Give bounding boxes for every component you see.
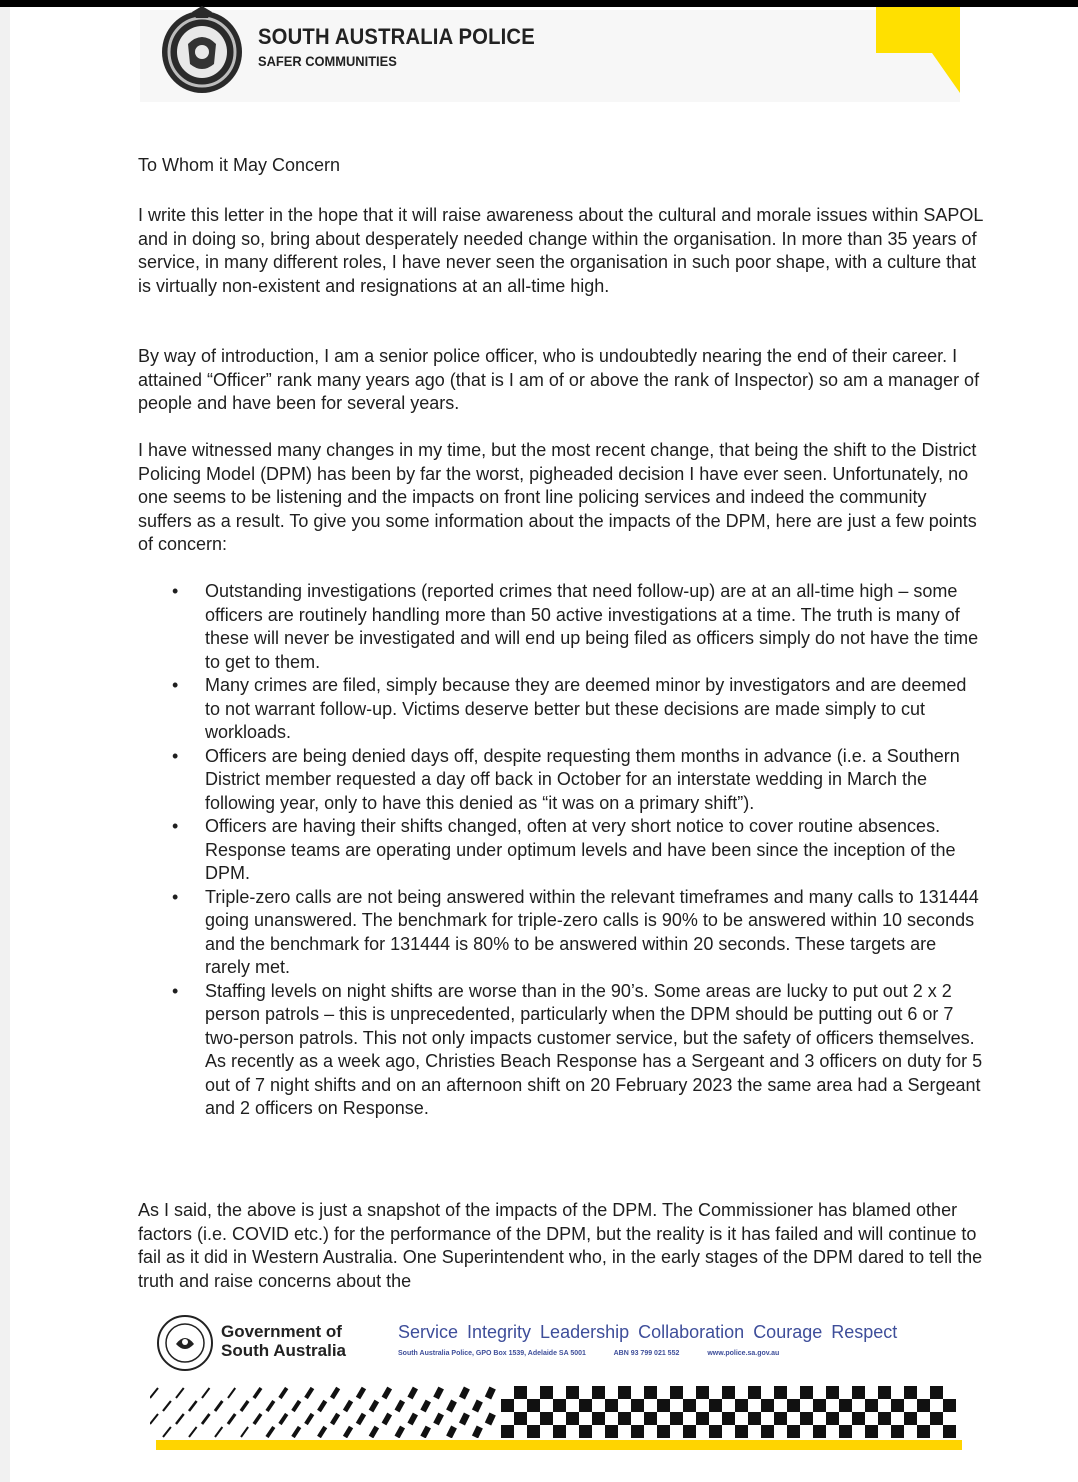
checker-square [501,1425,514,1438]
checker-square [189,1427,197,1437]
checker-square [579,1425,592,1438]
checker-square [878,1412,891,1425]
checker-square [852,1386,865,1399]
checker-square [488,1414,493,1424]
checker-square [371,1427,377,1437]
checker-square [930,1386,943,1399]
yellow-footer-strip [156,1440,962,1450]
checker-square [943,1425,956,1438]
checker-square [332,1414,338,1424]
checker-square [410,1388,415,1398]
checker-square [930,1412,943,1425]
checker-square [891,1425,904,1438]
bullet-glyph: • [172,886,179,907]
postal-address: South Australia Police, GPO Box 1539, Adelaide SA 5001 [398,1350,586,1357]
checker-square [371,1401,377,1411]
checker-square [878,1386,891,1399]
checker-square [774,1386,787,1399]
checker-square [397,1401,403,1411]
list-item-text: Officers are being denied days off, despite requesting them months in advance (i.e. a Southern District member requested a day off back in October for an interstate wedding in March the following year, only to have this denied as “it was on a primary shift”). [205,745,960,813]
checker-square [475,1401,480,1411]
checker-square [618,1412,631,1425]
list-item [138,745,983,816]
checker-square [475,1427,480,1437]
checker-square [527,1399,540,1412]
checker-square [631,1399,644,1412]
checker-square [852,1412,865,1425]
sapol-crest-icon [158,4,246,96]
checker-square [670,1412,683,1425]
list-item [138,886,983,980]
checker-square [943,1399,956,1412]
checker-square [540,1386,553,1399]
checker-square [722,1386,735,1399]
checker-square [748,1386,761,1399]
checker-square [202,1414,209,1424]
checker-square [709,1399,722,1412]
checker-square [176,1388,184,1398]
checker-square [553,1425,566,1438]
paragraph: By way of introduction, I am a senior police officer, who is undoubtedly nearing the end of their career. I attained “Officer” rank many years ago (that is I am of or above the rank of Inspector) so am a manager of people and have been for several years. [138,346,980,413]
checker-square [449,1401,454,1411]
checker-square [696,1412,709,1425]
checkered-band [150,1386,962,1438]
checker-square [865,1425,878,1438]
checker-square [904,1386,917,1399]
checker-square [241,1427,248,1437]
checker-square [306,1414,312,1424]
checker-square [462,1414,467,1424]
list-item [138,674,983,745]
bullet-glyph: • [172,675,179,695]
checker-square [358,1388,364,1398]
checker-square [553,1399,566,1412]
checker-square [150,1388,158,1398]
checker-square [319,1427,325,1437]
concern-list [138,580,983,1121]
letterhead-organisation [258,24,559,69]
checker-square [605,1399,618,1412]
checker-square [410,1414,415,1424]
list-item-text: Many crimes are filed, simply because they are deemed minor by investigators and are deemed to not warrant follow-up. Victims deserve better but these decisions are made simply to cut workloads. [205,675,967,742]
bullet-glyph: • [172,581,179,601]
sa-government-emblem-icon [156,1314,214,1372]
checker-square [826,1386,839,1399]
checker-square [228,1388,235,1398]
checker-square [865,1399,878,1412]
checker-square [423,1401,428,1411]
checker-square [189,1401,197,1411]
checker-square [787,1399,800,1412]
checker-square [657,1399,670,1412]
checker-square [748,1412,761,1425]
checker-square [332,1388,338,1398]
checker-square [839,1399,852,1412]
checker-square [319,1401,325,1411]
checker-square [839,1425,852,1438]
checker-square [592,1412,605,1425]
checker-square [215,1427,222,1437]
checker-square [891,1399,904,1412]
checker-square [670,1386,683,1399]
checker-square [163,1401,171,1411]
checker-square [644,1412,657,1425]
checker-square [566,1412,579,1425]
list-item-text: Triple-zero calls are not being answered within the relevant timeframes and many calls to 131444 going unanswered. The benchmark for triple-zero calls is 90% to be answered within 10 seconds and the benchmark for 131444 is 80% to be answered within 20 seconds. These targets are rarely met. [205,886,979,977]
yellow-corner-flag [876,7,960,93]
checker-square [735,1399,748,1412]
checker-square [657,1425,670,1438]
checker-square [150,1414,158,1424]
checker-square [735,1425,748,1438]
checker-square [774,1412,787,1425]
checker-square [904,1412,917,1425]
checker-square [917,1399,930,1412]
checker-square [241,1401,248,1411]
abn-number: ABN 93 799 021 552 [613,1350,680,1357]
checker-square [462,1388,467,1398]
footer-contact-line [398,1350,805,1357]
checker-square [618,1386,631,1399]
checker-square [267,1427,274,1437]
checker-square [514,1412,527,1425]
checker-square [163,1427,171,1437]
checker-square [631,1425,644,1438]
checker-square [280,1388,287,1398]
checker-square [293,1427,300,1437]
checker-square [254,1388,261,1398]
paragraph: I write this letter in the hope that it will raise awareness about the cultural and morale issues within SAPOL and in doing so, bring about desperately needed change within the organisation. In more than 35 years of service, in many different roles, I have never seen the organisation in such poor shape, with a culture that is virtually non-existent and resignations at an all-time high. [138,205,983,296]
checker-square [202,1388,209,1398]
bullet-glyph: • [172,816,179,836]
checker-square [579,1399,592,1412]
organisation-values: Service Integrity Leadership Collaboration Courage Respect [398,1322,898,1342]
checker-square [787,1425,800,1438]
list-item-text: Outstanding investigations (reported crimes that need follow-up) are at an all-time high – some officers are routinely handling more than 50 active investigations at a time. The truth is many of these will never be investigated and will end up being filed as officers simply do not have the time to get to them. [205,581,979,672]
bullet-glyph: • [172,745,179,766]
checker-square [605,1425,618,1438]
checker-square [527,1425,540,1438]
checker-square [228,1414,235,1424]
checker-square [358,1414,364,1424]
salutation: To Whom it May Concern [138,155,341,175]
bullet-glyph: • [172,980,179,1001]
checker-square [345,1427,351,1437]
checker-square [813,1399,826,1412]
organisation-name: SOUTH AUSTRALIA POLICE [258,24,535,49]
list-item-text: Staffing levels on night shifts are worse than in the 90’s. Some areas are lucky to put out 2 x 2 person patrols – this is unprecedented, particularly when the DPM should be putting out 6 or 7 two-person patrols. This not only impacts customer service, but the safety of officers themselves. As recently as a week ago, Christies Beach Response has a Sergeant and 3 officers on duty for 5 out of 7 night shifts and on an afternoon shift on 20 February 2023 the same area had a Sergeant and 2 officers on Response. [205,980,983,1118]
checker-square [176,1414,184,1424]
checker-square [267,1401,274,1411]
checker-square [826,1412,839,1425]
checker-square [813,1425,826,1438]
checker-square [423,1427,428,1437]
government-wordmark [221,1322,346,1360]
checker-square [514,1386,527,1399]
checker-square [592,1386,605,1399]
checker-square [566,1386,579,1399]
checker-square [345,1401,351,1411]
checker-square [683,1425,696,1438]
closing-paragraph: As I said, the above is just a snapshot of the impacts of the DPM. The Commissioner has blamed other factors (i.e. COVID etc.) for the performance of the DPM, but the reality is it has failed and will continue to fail as it did in Western Australia. One Superintendent who, in the early stages of the DPM dared to tell the truth and raise concerns about the [138,1200,983,1291]
checker-square [449,1427,454,1437]
page-left-edge [0,7,10,1482]
checker-square [683,1399,696,1412]
government-line-2: South Australia [221,1341,346,1360]
checker-square [306,1388,312,1398]
checker-square [488,1388,493,1398]
list-item [138,580,983,674]
checker-square [696,1386,709,1399]
checker-square [384,1388,390,1398]
checker-square [384,1414,390,1424]
checker-square [800,1412,813,1425]
checker-square [436,1414,441,1424]
checker-square [280,1414,287,1424]
checker-square [709,1425,722,1438]
government-line-1: Government of [221,1322,342,1341]
checker-square [761,1399,774,1412]
checker-square [254,1414,261,1424]
organisation-tagline: SAFER COMMUNITIES [258,53,397,69]
list-item [138,815,983,886]
paragraph: I have witnessed many changes in my time, but the most recent change, that being the shift to the District Policing Model (DPM) has been by far the worst, pigheaded decision I have ever seen. Unfortunately, no one seems to be listening and the impacts on front line policing services and indeed the community suffers as a result. To give you some information about the impacts of the DPM, here are just a few points of concern: [138,440,977,554]
checker-square [397,1427,403,1437]
checker-square [215,1401,222,1411]
checker-square [540,1412,553,1425]
list-item [138,980,983,1121]
checker-square [501,1399,514,1412]
checker-square [800,1386,813,1399]
checker-square [293,1401,300,1411]
checker-square [917,1425,930,1438]
checker-square [644,1386,657,1399]
checker-square [761,1425,774,1438]
checker-square [722,1412,735,1425]
checker-square [436,1388,441,1398]
website-link: www.police.sa.gov.au [707,1350,780,1357]
list-item-text: Officers are having their shifts changed, often at very short notice to cover routine absences. Response teams are operating under optimum levels and have been since the inception of the DPM. [205,816,956,883]
